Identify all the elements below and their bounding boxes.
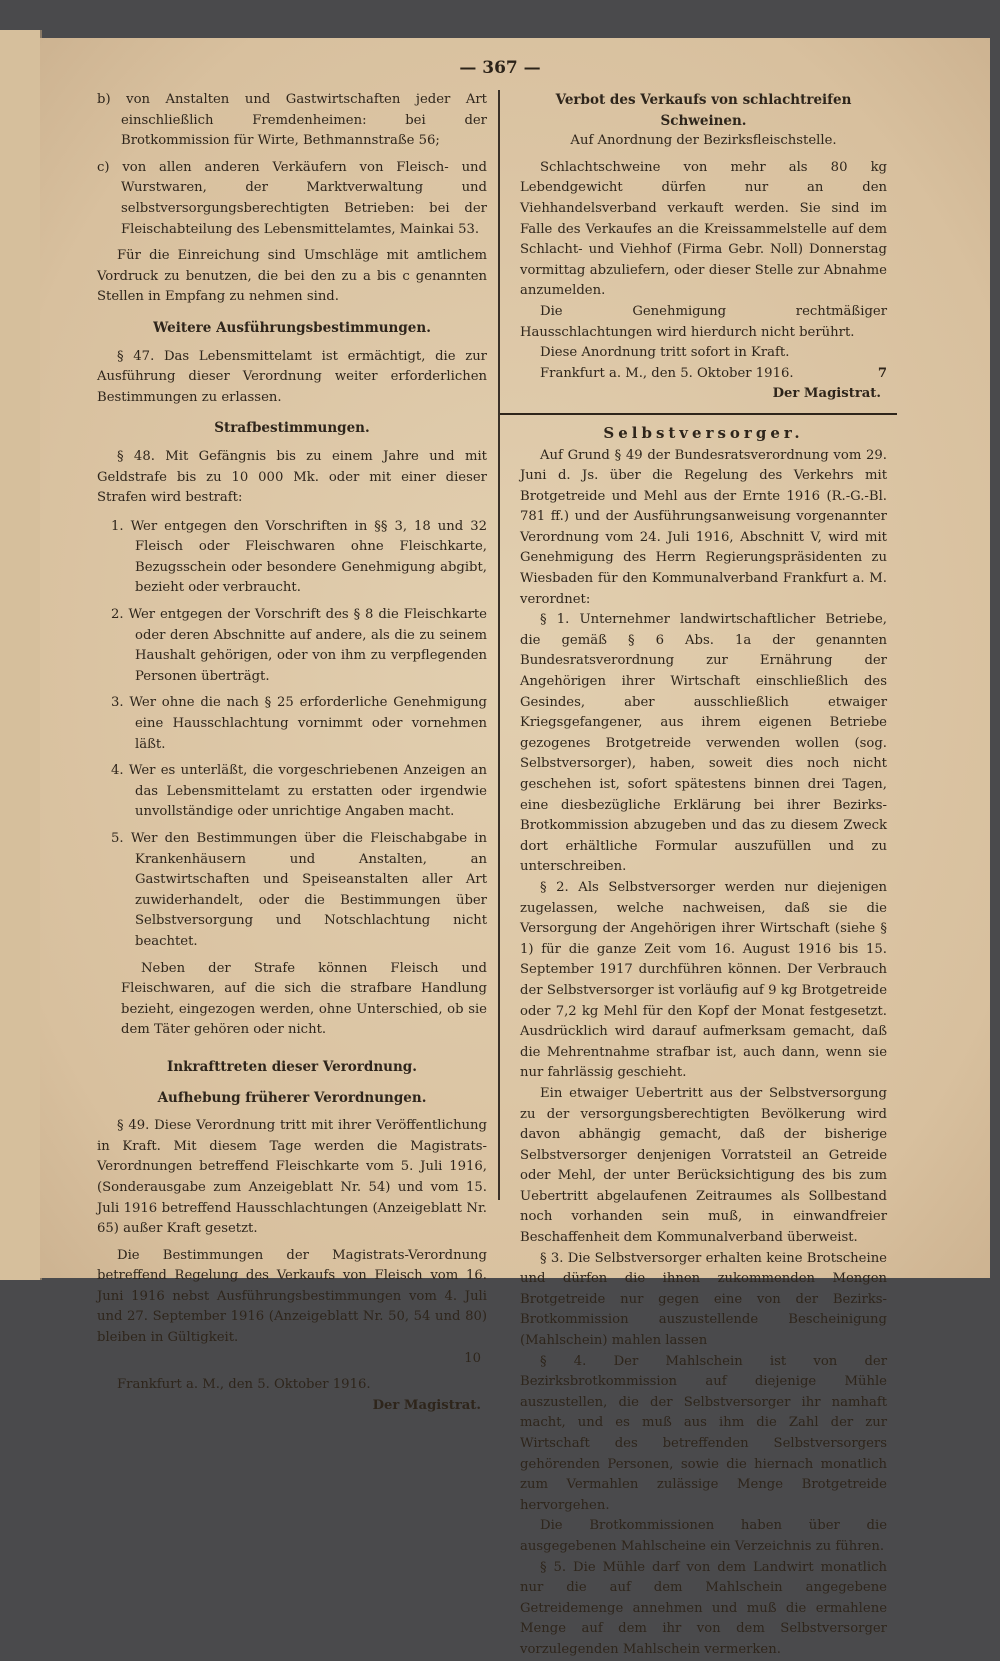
left-column xyxy=(97,90,487,1416)
penalty-list xyxy=(97,517,487,1041)
list-item xyxy=(111,761,487,823)
paragraph-47: § 47. Das Lebensmittelamt ist ermächtigt, die zur Ausführung dieser Verordnung weiter erforderlichen Bestimmungen zu erlassen. xyxy=(97,348,487,405)
list-item xyxy=(111,829,487,953)
document-page xyxy=(40,38,990,1657)
paragraph-1: § 1. Unternehmer landwirtschaftlicher Betriebe, die gemäß § 6 Abs. 1a der genannten Bundesratsverordnung zur Ernährung der Angehörigen ihrer Wirtschaft einschließlich des Gesindes, aber ausschließlich etwaiger Kriegsgefangener, aus ihrem eigenen Betriebe gezogenes Brotgetreide verwenden wollen (sog. Selbstversorger), haben, soweit dies noch nicht geschehen ist, sofort spätestens binnen drei Tagen, eine diesbezügliche Erklärung bei ihrer Bezirks-Brotkommission abzugeben und das zu diesem Zweck dort erhältliche Formular auszufüllen und zu unterschreiben. xyxy=(520,612,887,875)
reference-number: 7 xyxy=(877,365,887,381)
item-label: 4. xyxy=(111,763,124,779)
paragraph-genehmigung: Die Genehmigung rechtmäßiger Hausschlachtungen wird hierdurch nicht berührt. xyxy=(520,303,887,340)
item-text: von allen anderen Verkäufern von Fleisch- und Wurstwaren, der Marktverwaltung und selbstversorgungsberechtigten Betrieben: bei der Fleischabteilung des Lebensmittelamtes, Mainkai 53. xyxy=(121,159,487,237)
item-label: b) xyxy=(97,92,111,107)
list-item xyxy=(97,90,487,152)
date-row xyxy=(520,364,887,385)
section-divider xyxy=(500,413,897,415)
item-text: Wer entgegen den Vorschriften in §§ 3, 18 und 32 Fleisch oder Fleischwaren ohne Fleischkarte, Bezugsschein oder besondere Genehmigung abgibt, bezieht oder verbraucht. xyxy=(130,518,487,596)
paragraph-3: § 3. Die Selbstversorger erhalten keine Brotscheine und dürfen die ihnen zukommenden Mengen Brotgetreide nur gegen eine von der Bezirks-Brotkommission auszustellende Bescheinigung (Mahlschein) mahlen lassen xyxy=(520,1250,887,1349)
list-item xyxy=(111,517,487,599)
paragraph-bestimmungen: Die Bestimmungen der Magistrats-Verordnung betreffend Regelung des Verkaufs von Fleisch vom 16. Juni 1916 nebst Ausführungsbestimmungen vom 4. Juli und 27. September 1916 (Anzeigeblatt Nr. 50, 54 und 80) bleiben in Gültigkeit. xyxy=(97,1247,487,1346)
paragraph-schlacht: Schlachtschweine von mehr als 80 kg Lebendgewicht dürfen nur an den Viehhandelsverband verkauft werden. Sie sind im Falle des Verkaufes an die Kreissammelstelle auf dem Schlacht- und Viehhof (Firma Gebr. Noll) Donnerstag vormittag abzuliefern, oder dieser Stelle zur Abnahme anzumelden. xyxy=(520,159,887,299)
heading-inkraft: Inkrafttreten dieser Verordnung. xyxy=(167,1058,417,1075)
heading-weitere: Weitere Ausführungsbestimmungen. xyxy=(153,319,431,336)
paragraph-49: § 49. Diese Verordnung tritt mit ihrer Veröffentlichung in Kraft. Mit diesem Tage werden die Magistrats-Verordnungen betreffend Fleischkarte vom 5. Juli 1916, (Sonderausgabe zum Anzeigeblatt Nr. 54) und vom 15. Juli 1916 betreffend Hausschlachtungen (Anzeigeblatt Nr. 65) außer Kraft gesetzt. xyxy=(97,1118,487,1237)
paragraph-48: § 48. Mit Gefängnis bis zu einem Jahre und mit Geldstrafe bis zu 10 000 Mk. oder mit einer dieser Strafen wird bestraft: xyxy=(97,448,487,506)
reference-number: 10 xyxy=(464,1350,481,1366)
title-selbstversorger: Selbstversorger. xyxy=(603,423,804,442)
paragraph-5: § 5. Die Mühle darf von dem Landwirt monatlich nur die auf dem Mahlschein angegebene Getreidemenge annehmen und muß die ermahlene Menge auf dem ihr von dem Selbstversorger vorzulegenden Mahlschein vermerken. xyxy=(520,1559,887,1657)
subheading-verbot: Auf Anordnung der Bezirksfleischstelle. xyxy=(570,133,837,149)
list-item xyxy=(111,693,487,755)
column-divider xyxy=(498,90,500,1200)
date-line: Frankfurt a. M., den 5. Oktober 1916. xyxy=(540,365,794,381)
item-label: 2. xyxy=(111,607,124,623)
heading-straf: Strafbestimmungen. xyxy=(214,420,370,437)
list-item xyxy=(97,158,487,240)
heading-verbot: Verbot des Verkaufs von schlachtreifen Schweinen. xyxy=(555,92,852,129)
right-column xyxy=(520,90,887,1661)
item-label: 3. xyxy=(111,695,124,711)
item-label: c) xyxy=(97,159,110,175)
list-item xyxy=(111,605,487,687)
item-text: Wer es unterläßt, die vorgeschriebenen Anzeigen an das Lebensmittelamt zu erstatten oder irgendwie unvollständige oder unrichtige Angaben macht. xyxy=(128,763,487,820)
paragraph-intro: Auf Grund § 49 der Bundesratsverordnung vom 29. Juni d. Js. über die Regelung des Verkehrs mit Brotgetreide und Mehl aus der Ernte 1916 (R.-G.-Bl. 781 ff.) und der Ausführungsanweisung vorgenannter Verordnung vom 24. Juli 1916, Abschnitt V, wird mit Genehmigung des Herrn Regierungspräsidenten zu Wiesbaden für den Kommunalverband Frankfurt a. M. verordnet: xyxy=(520,447,887,607)
item-label: 5. xyxy=(111,831,124,846)
date-line: Frankfurt a. M., den 5. Oktober 1916. xyxy=(117,1377,371,1393)
item-text: Wer entgegen der Vorschrift des § 8 die Fleischkarte oder deren Abschnitte auf andere, als die zu seinem Haushalt gehörigen, oder von ihm zu verpflegenden Personen überträgt. xyxy=(128,607,487,684)
item-text: Wer ohne die nach § 25 erforderliche Genehmigung eine Hausschlachtung vornimmt oder vornehmen läßt. xyxy=(129,695,488,752)
paragraph-neben: Neben der Strafe können Fleisch und Fleischwaren, auf die sich die strafbare Handlung bezieht, eingezogen werden, ohne Unterschied, ob sie dem Täter gehören oder nicht. xyxy=(121,960,487,1038)
item-label: 1. xyxy=(111,518,124,534)
signature: Der Magistrat. xyxy=(772,386,881,402)
heading-aufhebung: Aufhebung früherer Verordnungen. xyxy=(157,1089,427,1106)
previous-page-edge xyxy=(0,30,42,1280)
signature: Der Magistrat. xyxy=(372,1397,481,1413)
paragraph-uebertritt: Ein etwaiger Uebertritt aus der Selbstversorgung zu der versorgungsberechtigten Bevölkerung wird davon abhängig gemacht, daß der bisherige Selbstversorger denjenigen Vorratsteil an Getreide oder Mehl, der unter Berücksichtigung des bis zum Uebertritt abgelaufenen Zeitraumes als Sollbestand noch vorhanden sein muß, in einwandfreier Beschaffenheit dem Kommunalverband überweist. xyxy=(520,1085,887,1246)
paragraph-4: § 4. Der Mahlschein ist von der Bezirksbrotkommission auf diejenige Mühle auszustellen, die der Selbstversorger ihr namhaft macht, und es muß aus ihm die Zahl der zur Wirtschaft des betreffenden Selbstversorgers gehörenden Personen, sowie die hiernach monatlich zum Vermahlen zulässige Menge Brotgetreide hervorgehen. xyxy=(520,1353,887,1513)
paragraph-verzeichnis: Die Brotkommissionen haben über die ausgegebenen Mahlscheine ein Verzeichnis zu führen. xyxy=(520,1518,887,1554)
item-text: von Anstalten und Gastwirtschaften jeder Art einschließlich Fremdenheimen: bei der Brotkommission für Wirte, Bethmannstraße 56; xyxy=(121,92,487,149)
paragraph-umschlaege: Für die Einreichung sind Umschläge mit amtlichem Vordruck zu benutzen, die bei den zu a bis c genannten Stellen in Empfang zu nehmen sind. xyxy=(97,248,487,305)
paragraph-kraft: Diese Anordnung tritt sofort in Kraft. xyxy=(540,345,790,361)
paragraph-2: § 2. Als Selbstversorger werden nur diejenigen zugelassen, welche nachweisen, daß sie die Versorgung der Angehörigen ihrer Wirtschaft (siehe § 1) für die ganze Zeit vom 16. August 1916 bis 15. September 1917 durchführen können. Der Verbrauch der Selbstversorger ist vorläufig auf 9 kg Brotgetreide oder 7,2 kg Mehl für den Kopf der Monat festgesetzt. Ausdrücklich wird darauf aufmerksam gemacht, daß die Mehrentnahme strafbar ist, auch dann, wenn sie nur fahrlässig geschieht. xyxy=(520,879,887,1081)
item-text: Wer den Bestimmungen über die Fleischabgabe in Krankenhäusern und Anstalten, an Gastwirtschaften und Speiseanstalten aller Art zuwiderhandelt, oder die Bestimmungen über Selbstversorgung und Notschlachtung nicht beachtet. xyxy=(130,831,487,949)
page-number: — 367 — xyxy=(459,58,541,78)
